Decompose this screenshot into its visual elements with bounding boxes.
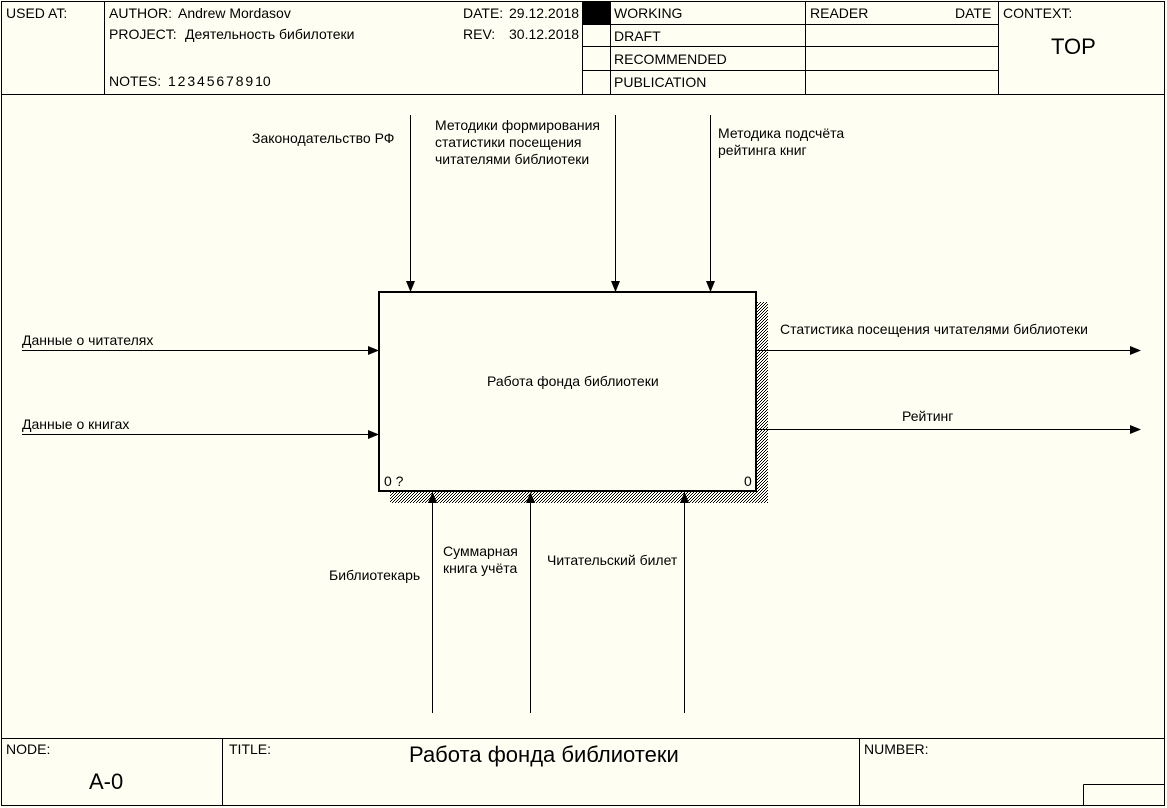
node-value: A-0	[89, 769, 124, 794]
mechanism-arrow-librarian[interactable]	[428, 492, 437, 713]
context-label: CONTEXT:	[1003, 5, 1073, 21]
control-arrow-rating-method[interactable]	[706, 115, 715, 292]
rev-label: REV:	[463, 26, 496, 42]
rev-value: 30.12.2018	[509, 26, 580, 42]
project-value: Деятельность бибилотеки	[185, 26, 355, 42]
control-label-legislation: Законодательство РФ	[252, 130, 395, 146]
diagram-title: Работа фонда библиотеки	[409, 742, 679, 767]
date-label: DATE:	[463, 5, 504, 21]
activity-box[interactable]	[379, 292, 756, 491]
working-status-marker	[583, 2, 610, 24]
activity-node-number: 0 ?	[384, 473, 404, 489]
input-label-reader-data: Данные о читателях	[22, 332, 154, 348]
output-label-rating: Рейтинг	[902, 408, 954, 424]
mechanism-arrow-accounting-book[interactable]	[526, 492, 535, 713]
number-label: NUMBER:	[864, 741, 929, 757]
output-label-visit-statistics: Статистика посещения читателями библиотеки	[780, 321, 1088, 337]
output-arrow-rating[interactable]	[756, 425, 1141, 434]
status-working[interactable]: WORKING	[614, 5, 683, 21]
author-label: AUTHOR:	[109, 5, 172, 21]
control-arrow-statistics-methods[interactable]	[611, 115, 620, 292]
status-recommended[interactable]: RECOMMENDED	[614, 51, 727, 67]
used-at-label: USED AT:	[6, 5, 68, 21]
activity-label: Работа фонда библиотеки	[487, 373, 659, 389]
output-arrow-visit-statistics[interactable]	[756, 346, 1141, 355]
title-label: TITLE:	[229, 741, 272, 757]
mechanism-label-reader-ticket: Читательский билет	[547, 552, 678, 568]
control-label-rating-method: Методика подсчёта рейтинга книг	[718, 125, 845, 158]
mechanism-label-librarian: Библиотекарь	[329, 567, 421, 583]
notes-values: 1 2 3 4 5 6 7 8 9 10	[168, 73, 271, 89]
mechanism-arrow-reader-ticket[interactable]	[680, 492, 689, 713]
author-value: Andrew Mordasov	[178, 5, 291, 21]
node-label: NODE:	[6, 741, 51, 757]
control-label-statistics-methods: Методики формирования статистики посещения читателями библиотеки	[435, 117, 601, 167]
project-label: PROJECT:	[109, 26, 177, 42]
notes-label: NOTES:	[109, 73, 162, 89]
input-label-book-data: Данные о книгах	[22, 416, 130, 432]
date-value: 29.12.2018	[509, 5, 580, 21]
status-draft[interactable]: DRAFT	[614, 28, 661, 44]
control-arrow-legislation[interactable]	[406, 115, 415, 292]
activity-box-shadow-bottom	[390, 491, 768, 503]
reader-label: READER	[810, 5, 869, 21]
mechanism-label-accounting-book: Суммарная книга учёта	[443, 543, 518, 576]
status-publication[interactable]: PUBLICATION	[614, 74, 707, 90]
context-value: TOP	[1051, 34, 1096, 59]
reader-date-label: DATE	[955, 5, 992, 21]
activity-cost: 0	[744, 473, 752, 489]
activity-box-shadow-right	[757, 302, 768, 503]
